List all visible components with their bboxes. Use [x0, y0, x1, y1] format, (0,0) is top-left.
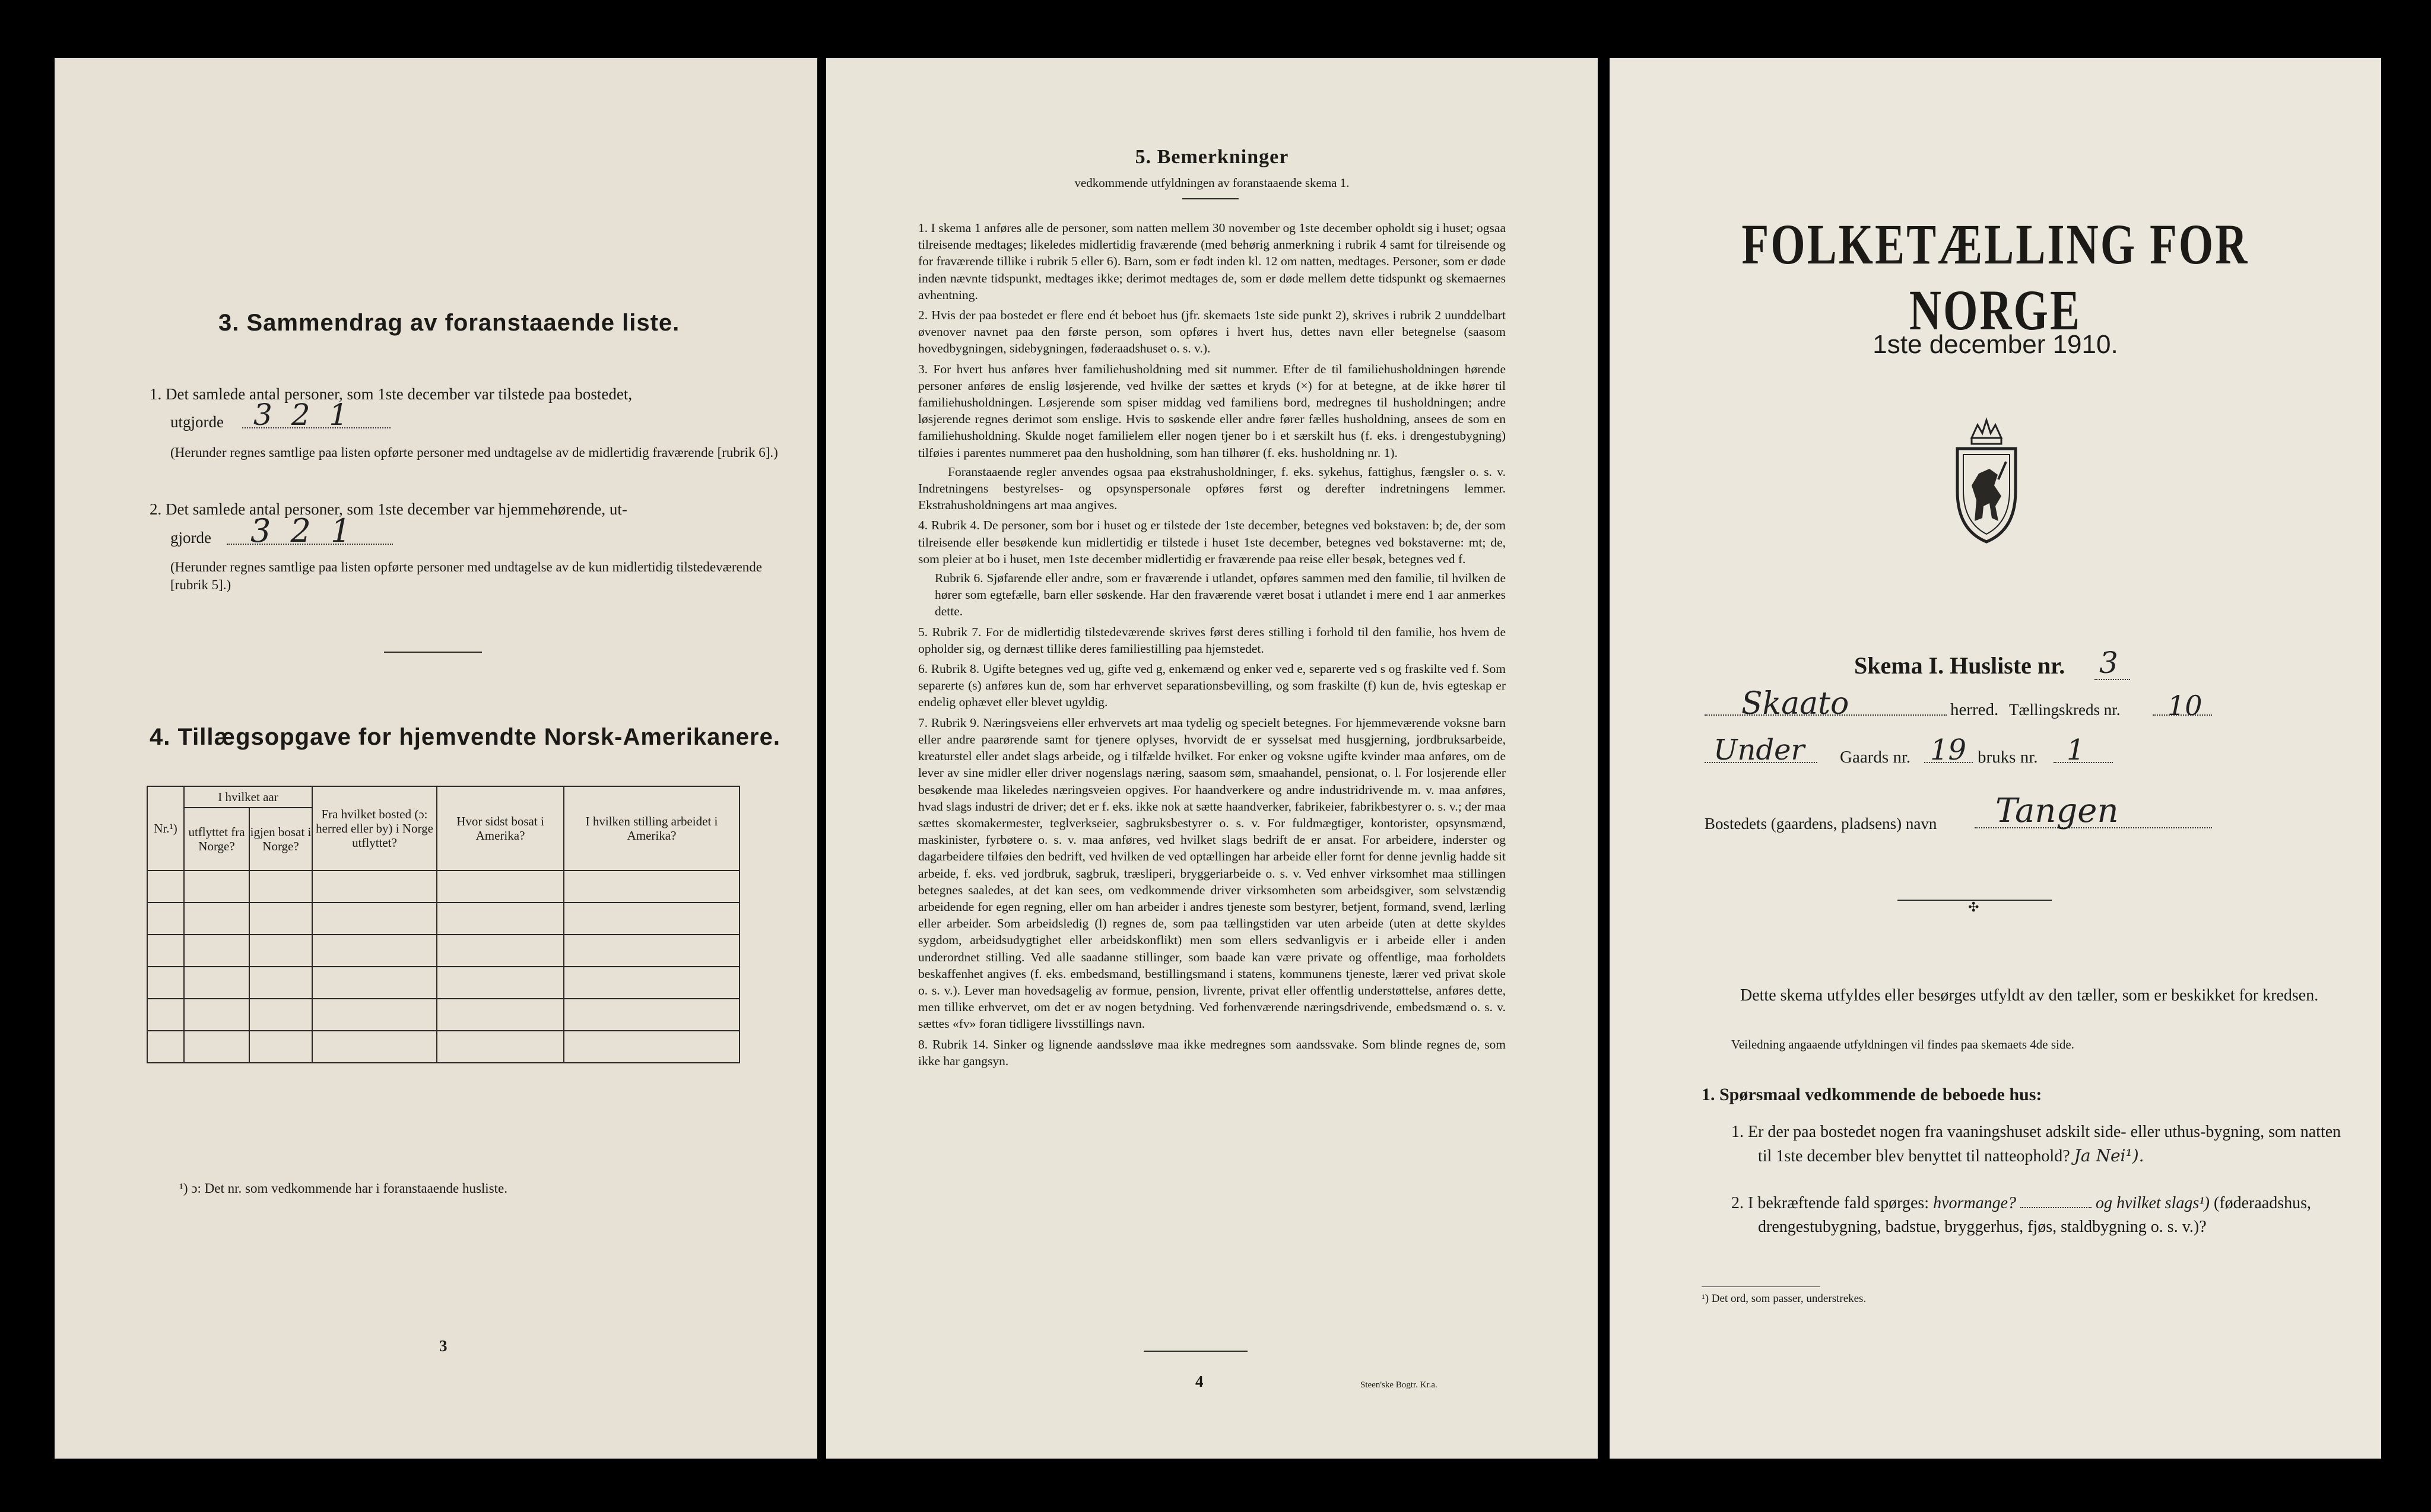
coat-of-arms-icon — [1948, 396, 2025, 545]
page-number-4: 4 — [1195, 1373, 1204, 1390]
remarks-subtitle: vedkommende utfyldningen av foranstaaende skema 1. — [1074, 176, 1350, 190]
herred-handwritten: Skaato — [1741, 686, 1849, 722]
question-2-howmany: hvormange? — [1933, 1194, 2017, 1212]
footnote: ¹) Det ord, som passer, understrekes. — [1702, 1292, 1867, 1305]
middle-page — [826, 58, 1598, 1459]
item-2-label: gjorde — [170, 529, 211, 547]
question-1-text: 1. Er der paa bostedet nogen fra vaaningshuset adskilt side- eller uthus-bygning, som natten til 1ste december blev benyttet til natteophold? — [1731, 1123, 2341, 1165]
bosted-handwritten: Tangen — [1995, 792, 2119, 830]
title-rule — [1182, 198, 1239, 199]
bruks-number: 1 — [2067, 733, 2085, 767]
schema-label: Skema I. Husliste nr. — [1854, 652, 2065, 679]
norsk-amerikanere-table — [147, 786, 740, 1063]
intro-text: Dette skema utfyldes eller besørges utfyldt av den tæller, som er beskikket for kredsen. — [1740, 986, 2319, 1005]
question-1-answer: Ja Nei¹). — [2074, 1146, 2144, 1165]
item-2-handwritten: 3 2 1 — [250, 512, 356, 549]
question-2-kind: og hvilket slags¹) — [2096, 1194, 2210, 1212]
questions-title: 1. Spørsmaal vedkommende de beboede hus: — [1702, 1085, 2042, 1104]
gaards-label: Gaards nr. — [1840, 748, 1911, 767]
header-emigrated: utflyttet fra Norge? — [184, 808, 249, 871]
remarks-title: 5. Bemerkninger — [1135, 146, 1289, 168]
header-returned: igjen bosat i Norge? — [249, 808, 312, 871]
gaards-number: 19 — [1930, 733, 1967, 767]
ornament-icon: ✣ — [1968, 900, 1979, 914]
bottom-rule — [1144, 1351, 1248, 1352]
item-1-note: (Herunder regnes samtlige paa listen opførte personer med undtagelse av de midlertidig fraværende [rubrik 6].) — [170, 445, 778, 460]
header-from-where: Fra hvilket bosted (ɔ: herred eller by) i Norge utflyttet? — [312, 786, 437, 871]
right-page — [1610, 58, 2381, 1459]
remarks-body — [918, 220, 1506, 1069]
item-1-text: 1. Det samlede antal personer, som 1ste december var tilstede paa bostedet, — [150, 385, 633, 403]
section-4-title: 4. Tillægsopgave for hjemvendte Norsk-Amerikanere. — [150, 724, 780, 750]
item-2-note: (Herunder regnes samtlige paa listen opførte personer med undtagelse av de kun midlertidig tilstedeværende [rubrik 5].) — [170, 560, 762, 592]
table-row — [147, 935, 740, 967]
under-handwritten: Under — [1713, 733, 1805, 767]
table-row — [147, 1031, 740, 1063]
question-2-examples: (føderaadshus, drengestubygning, badstue, bryggerhus, fjøs, staldbygning o. s. v.)? — [1758, 1194, 2312, 1236]
item-1-handwritten: 3 2 1 — [253, 398, 353, 432]
item-1-label: utgjorde — [170, 413, 224, 431]
divider — [384, 652, 482, 653]
remark-4-rubrik-6: Rubrik 6. Sjøfarende eller andre, som er fraværende i utlandet, opføres sammen med den familie, til hvilken de hører som egtefælle, barn eller søskende. Har den fraværende været bosat i utlandet i mere end 1 aar anmerkes dette. — [935, 571, 1506, 619]
remark-5: 5. Rubrik 7. For de midlertidig tilstedeværende skrives først deres stilling i forhold til den familie, hos hvem de opholder sig, og dernæst tillike deres familiestilling paa hjemstedet. — [918, 624, 1506, 656]
remark-6: 6. Rubrik 8. Ugifte betegnes ved ug, gifte ved g, enkemænd og enker ved e, separerte ved s og fraskilte ved f. Som separerte (s) anføres kun de, som har erhvervet separationsbevilling, og som fraskilte (f) kun de, hvis egteskap er endelig ophævet eller blevet ugyldig. — [918, 662, 1506, 710]
table-footnote: ¹) ɔ: Det nr. som vedkommende har i foranstaaende husliste. — [179, 1181, 507, 1196]
left-page — [55, 58, 817, 1459]
header-year-group: I hvilket aar — [184, 786, 312, 808]
printer-mark: Steen'ske Bogtr. Kr.a. — [1360, 1380, 1437, 1390]
herred-label: herred. — [1950, 700, 1999, 719]
bosted-label: Bostedets (gaardens, pladsens) navn — [1705, 815, 1937, 833]
kreds-label: Tællingskreds nr. — [2009, 701, 2121, 719]
form-date: 1ste december 1910. — [1873, 330, 2118, 359]
bruks-label: bruks nr. — [1978, 748, 2038, 767]
remark-3: 3. For hvert hus anføres hver familiehusholdning med sit nummer. Efter de til familiehusholdningen hørende personer anføres de enslig løsjerende, ved hvilke der sættes et kryds (×) for at betegne, at de ikke hører til familiehusholdningen. Løsjerende som spiser middag ved familiens bord, medregnes til husholdningen; andre løsjerende regnes derimot som enslige. Hvis to søskende eller andre fører fælles husholdning, ansees de som en familiehusholdning. Skulde noget familielem eller nogen tjener bo i et særskilt hus (f. eks. i drengestubygning) tilføies i parentes nummeret paa den husholdning, som han tilhører (f. eks. husholdning nr. 1). — [918, 361, 1506, 460]
item-2-text: 2. Det samlede antal personer, som 1ste december var hjemmehørende, ut- — [150, 500, 627, 518]
remark-1: 1. I skema 1 anføres alle de personer, som natten mellem 30 november og 1ste december opholdt sig i huset; ogsaa tilreisende medtages; likeledes midlertidig fraværende (med behørig anmerkning i rubrik 4 samt for tilreisende og for fraværende tillike i rubrik 5 eller 6). Barn, som er født inden kl. 12 om natten, medtages. Personer, som er døde inden nævnte tidspunkt, medtages ikke; derimot medtages de, som er døde mellem dette tidspunkt og skemaernes avhentning. — [918, 221, 1506, 302]
husliste-number: 3 — [2099, 646, 2118, 680]
form-title: FOLKETÆLLING FOR NORGE — [1741, 212, 2249, 342]
remark-3-continued: Foranstaaende regler anvendes ogsaa paa ekstrahusholdninger, f. eks. sykehus, fattighus, fængsler o. s. v. Indretningens bestyrelses- og opsynspersonale opføres først og derefter indretningens lemmer. Ekstrahusholdningens art maa angives. — [918, 464, 1506, 513]
remark-8: 8. Rubrik 14. Sinker og lignende aandssløve maa ikke medregnes som aandssvake. Som blinde regnes de, som ikke har gangsyn. — [918, 1037, 1506, 1068]
howmany-line — [2020, 1207, 2092, 1208]
table-row — [147, 903, 740, 935]
section-3-title: 3. Sammendrag av foranstaaende liste. — [218, 310, 680, 336]
guide-text: Veiledning angaaende utfyldningen vil findes paa skemaets 4de side. — [1731, 1037, 2074, 1052]
remark-7: 7. Rubrik 9. Næringsveiens eller erhvervets art maa tydelig og specielt betegnes. For hjemmeværende voksne barn eller andre paarørende samt for tjenere oplyses, hvorvidt de er sysselsat med husgjerning, jordbruksarbeide, kreaturstel eller andet slags arbeide, og i tilfælde hvilket. For enker og voksne ugifte kvinder maa anføres, om de lever av sine midler eller driver nogenslags næring, saasom søm, smaahandel, pensionat, o. l. For losjerende eller besøkende maa likeledes næringsveien opgives. For haandverkere og andre industridrivende m. v. maa anføres, hvad slags industri de driver; det er f. eks. ikke nok at sætte haandverker, fabrikeier, fabrikbestyrer o. s. v.; der maa sættes skomakermester, teglverkseier, sagbruksbestyrer o. s. v. For fuldmægtiger, kontorister, opsynsmænd, maskinister, fyrbøtere o. s. v. maa anføres, ved hvilket slags bedrift de er ansat. For arbeidere, inderster og dagarbeidere tilføies den bedrift, ved hvilken de ved optællingen har arbeide eller fornt for denne jevnlig hadde sit arbeide, f. eks. ved jordbruk, sagbruk, træsliperi, bryggeriarbeide o. s. v. Ved enhver virksomhet maa stillingen betegnes saaledes, at det kan sees, om vedkommende driver virksomheten som arbeidsgiver, som selvstændig arbeidende for egen regning, eller om han arbeider i andres tjeneste som bestyrer, betjent, formand, svend, lærling eller arbeider. Som arbeidsledig (l) regnes de, som paa tællingstiden var uten arbeide (uten at dette skyldes sygdom, arbeidsudygtighet eller arbeidskonflikt) men som ellers sedvanligvis er i arbeide eller i anden underordnet stilling. Ved alle saadanne stillinger, som baade kan være private og offentlige, maa forholdets beskaffenhet angives (f. eks. embedsmand, bestillingsmand i statens, kommunens tjeneste, lærer ved privat skole o. s. v.). Lever man hovedsagelig av formue, pension, livrente, privat eller offentlig understøttelse, anføres dette, men tillike erhvervet, om det er av nogen betydning. Ved forhenværende næringsdrivende, embedsmænd o. s. v. sættes «fv» foran tidligere livsstillings navn. — [918, 715, 1506, 1031]
header-nr: Nr.¹) — [147, 786, 184, 871]
table-row — [147, 871, 740, 903]
question-1 — [1731, 1120, 2351, 1168]
kreds-number: 10 — [2167, 690, 2203, 722]
question-2 — [1731, 1192, 2351, 1239]
remark-2: 2. Hvis der paa bostedet er flere end ét beboet hus (jfr. skemaets 1ste side punkt 2), skrives i rubrik 2 uunddelbart øvenover navnet paa den første person, som opføres i hvert hus, dettes navn eller betegnelse (saasom hovedbygningen, sidebygningen, føderaadshuset o. s. v.). — [918, 308, 1506, 356]
page-number-3: 3 — [439, 1337, 448, 1355]
remark-4: 4. Rubrik 4. De personer, som bor i huset og er tilstede der 1ste december, betegnes ved bokstaven: b; de, der som tilreisende eller besøkende kun midlertidig er tilstede i huset 1ste december, betegnes ved bokstaverne: mt; de, som pleier at bo i huset, men 1ste december midlertidig er fraværende paa reise eller besøk, betegnes ved f. — [918, 518, 1506, 566]
question-2-text: 2. I bekræftende fald spørges: — [1731, 1194, 1929, 1212]
table-row — [147, 999, 740, 1031]
header-last-residence: Hvor sidst bosat i Amerika? — [437, 786, 564, 871]
header-occupation: I hvilken stilling arbeidet i Amerika? — [564, 786, 740, 871]
table-row — [147, 967, 740, 999]
